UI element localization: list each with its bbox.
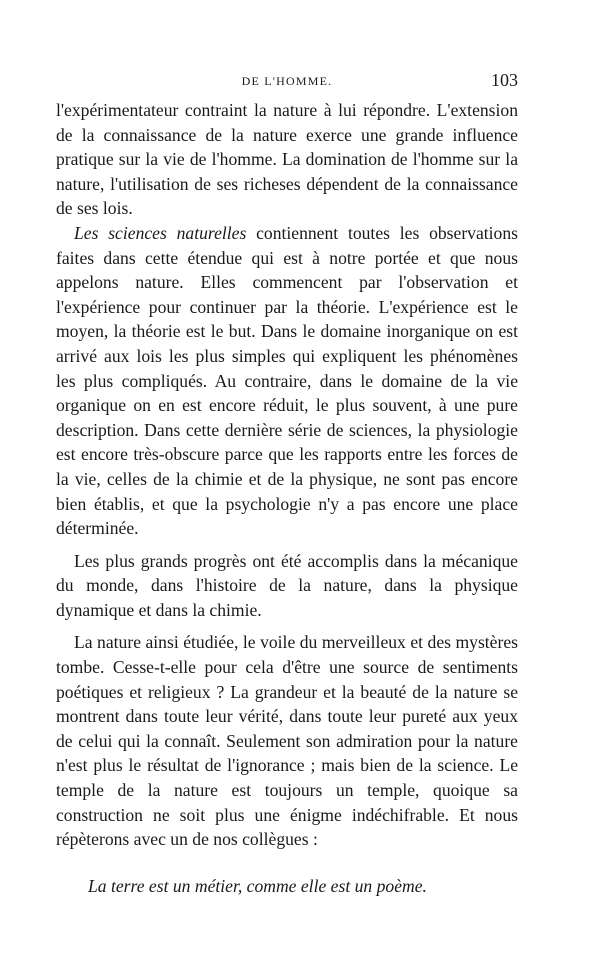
- book-page: [56, 70, 518, 898]
- paragraph-text: contiennent toutes les observations faites dans cette étendue qui est à notre portée et que nous appelons nature. Elles commencent par l'observation et l'expérience pour continuer par la théorie. L'expérience est le moyen, la théorie est le but. Dans le domaine inorganique on est arrivé aux lois les plus simples qui expliquent les phénomènes les plus compliqués. Au contraire, dans le domaine de la vie organique on en est encore réduit, le plus souvent, à une pure description. Dans cette dernière série de sciences, la physiologie est encore très-obscure parce que les rapports entre les forces de la vie, celles de la chimie et de la physique, ne sont pas encore bien établis, et que la psychologie n'y a pas encore une place déterminée.: [56, 222, 518, 539]
- paragraph-progress: [56, 549, 518, 623]
- page-number: 103: [491, 70, 518, 90]
- paragraph-continued: [56, 98, 518, 221]
- paragraph-text: l'expérimentateur contraint la nature à lui répondre. L'extension de la connaissance de la nature exerce une grande influence pratique sur la vie de l'homme. La domination de l'homme sur la nature, l'utilisation de ses richeses dépendent de la connaissance de ses lois.: [56, 100, 518, 219]
- paragraph-nature-studied: [56, 630, 518, 851]
- body-text: [56, 98, 518, 898]
- quoted-verse: La terre est un métier, comme elle est un poème.: [88, 875, 427, 896]
- paragraph-text: Les plus grands progrès ont été accomplis dans la mécanique du monde, dans l'histoire de la nature, dans la physique dynamique et dans la chimie.: [56, 550, 518, 620]
- emphasized-term: Les sciences naturelles: [74, 222, 247, 243]
- running-title: DE L'HOMME.: [241, 74, 333, 88]
- running-header: [56, 70, 518, 98]
- paragraph-natural-sciences: [56, 221, 518, 541]
- paragraph-text: La nature ainsi étudiée, le voile du merveilleux et des mystères tombe. Cesse-t-elle pour cela d'être une source de sentiments poétiques et religieux ? La grandeur et la beauté de la nature se montrent dans toute leur vérité, dans toute leur pureté aux yeux de celui qui la connaît. Seulement son admiration pour la nature n'est plus le résultat de l'ignorance ; mais bien de la science. Le temple de la nature est toujours un temple, quoique sa construction ne soit plus une énigme indéchifrable. Et nous répèterons avec un de nos collègues :: [56, 632, 518, 850]
